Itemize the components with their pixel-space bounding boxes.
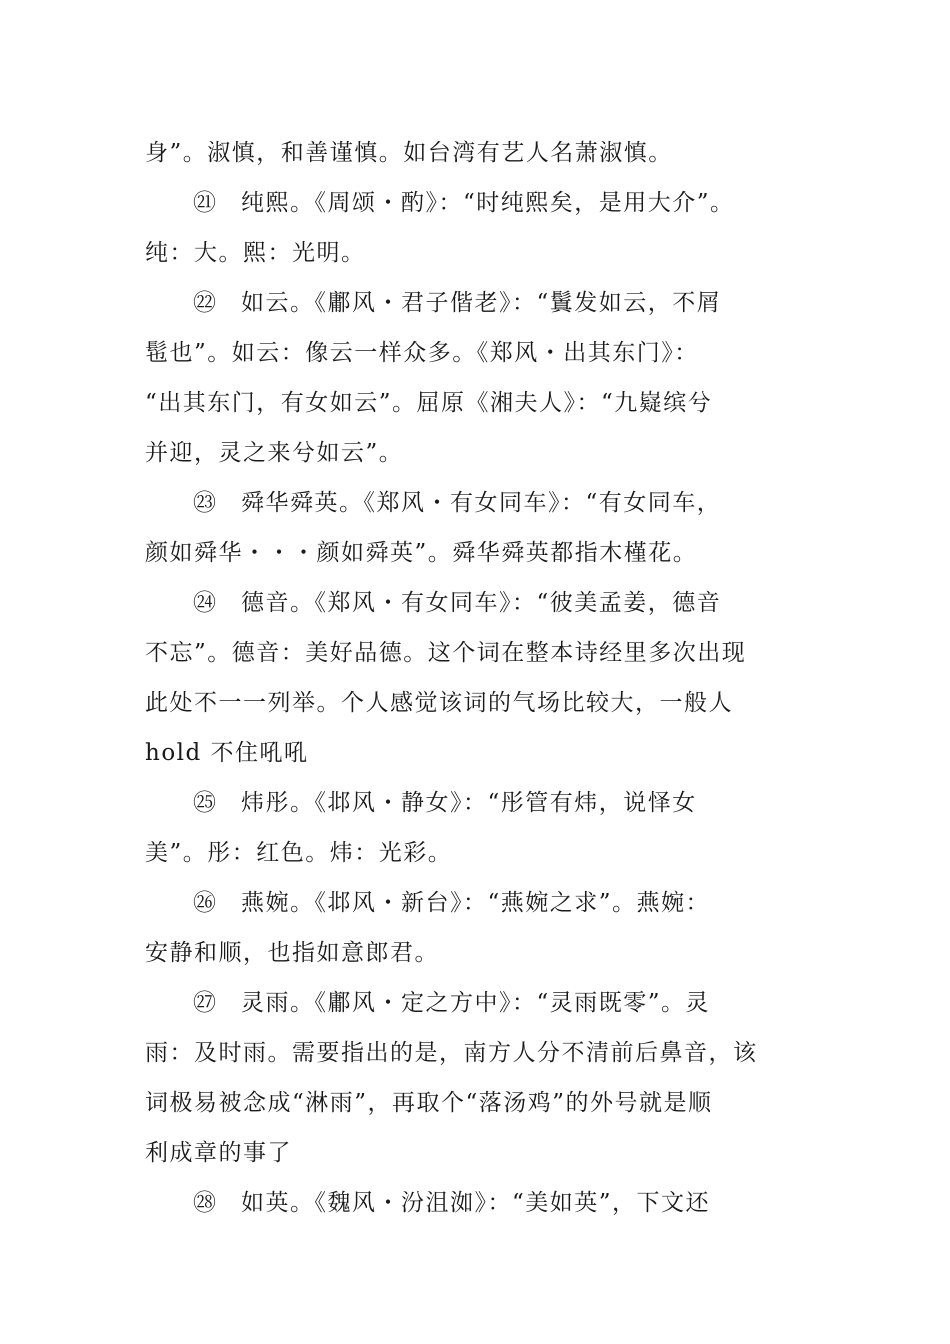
text-line: 纯：大。熙：光明。 <box>145 240 366 266</box>
text-line: 炜彤。《邶风・静女》：“彤管有炜，说怿女 <box>241 790 697 816</box>
list-item-23 <box>193 488 863 518</box>
text-line: 颜如舜华・・・颜如舜英”。舜华舜英都指木槿花。 <box>145 540 698 566</box>
item-number: ㉘ <box>193 1190 216 1216</box>
text-line: 美”。彤：红色。炜：光彩。 <box>145 840 453 866</box>
item-number: ㉕ <box>193 790 216 816</box>
text-line: 舜华舜英。《郑风・有女同车》：“有女同车， <box>241 490 722 516</box>
text-line: 如英。《魏风・汾沮洳》：“美如英”，下文还 <box>241 1190 711 1216</box>
text-line: 髢也”。如云：像云一样众多。《郑风・出其东门》： <box>145 340 699 366</box>
text-line: 雨：及时雨。需要指出的是，南方人分不清前后鼻音，该 <box>145 1040 758 1066</box>
list-item-28 <box>193 1188 863 1218</box>
text-line: “出其东门，有女如云”。屈原《湘夫人》：“九嶷缤兮 <box>145 390 713 416</box>
text-line: 安静和顺，也指如意郎君。 <box>145 940 439 966</box>
list-item-22 <box>193 288 863 318</box>
text-line: 如云。《鄘风・君子偕老》：“鬒发如云，不屑 <box>241 290 722 316</box>
text-line: 不忘”。德音：美好品德。这个词在整本诗经里多次出现 <box>145 640 747 666</box>
item-number: ㉑ <box>193 190 216 216</box>
text-line: hold 不住吼吼 <box>145 740 309 766</box>
text-line: 灵雨。《鄘风・定之方中》：“灵雨既零”。灵 <box>241 990 711 1016</box>
text-line: 德音。《郑风・有女同车》：“彼美孟姜，德音 <box>241 590 722 616</box>
item-number: ㉒ <box>193 290 216 316</box>
item-number: ㉗ <box>193 990 216 1016</box>
list-item-25 <box>193 788 863 818</box>
text-line: 词极易被念成“淋雨”，再取个“落汤鸡”的外号就是顺 <box>145 1090 713 1116</box>
text-line: 利成章的事了 <box>145 1140 292 1166</box>
item-number: ㉖ <box>193 890 216 916</box>
text-line: 此处不一一列举。个人感觉该词的气场比较大，一般人 <box>145 690 733 716</box>
text-line: 燕婉。《邶风・新台》：“燕婉之求”。燕婉： <box>241 890 711 916</box>
text-line: 纯熙。《周颂・酌》：“时纯熙矣，是用大介”。 <box>241 190 735 216</box>
list-item-27 <box>193 988 863 1018</box>
text-line: 身”。淑慎，和善谨慎。如台湾有艺人名萧淑慎。 <box>145 140 673 166</box>
item-number: ㉔ <box>193 590 216 616</box>
text-line: 并迎，灵之来兮如云”。 <box>145 440 404 466</box>
list-item-26 <box>193 888 863 918</box>
list-item-21 <box>193 188 863 218</box>
list-item-24 <box>193 588 863 618</box>
item-number: ㉓ <box>193 490 216 516</box>
